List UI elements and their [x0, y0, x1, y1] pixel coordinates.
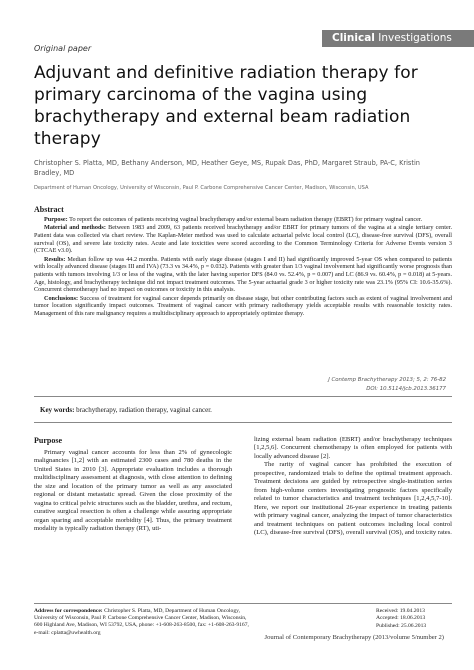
article-type-label: Original paper	[34, 44, 92, 53]
body-paragraph: Primary vaginal cancer accounts for less than 2% of gynecologic malignancies [1,2] with an estimated 2300 cases and 780 deaths in the United States in 2010 [3]. Appropriate evaluation includes a thorough multidisciplinary assessment at diagnosis, with close attention to defining the size and location of the primary tumor as well as any associated regional or distant metastatic spread. Given the close proximity of the vagina to critical pelvic structures such as the bladder, urethra, and rectum, curative surgical resection is often a challenge while assuring appropriate organ sparing and acceptable morbidity [4]. Thus, the primary treatment modality is typically radiation therapy (RT), uti-	[34, 449, 232, 533]
abstract-methods-text: Between 1983 and 2009, 63 patients received brachytherapy and/or EBRT for primary tumors of the vagina at a single tertiary center. Patient data was collected via chart review. The Kaplan-Meier method was used to calculate actuarial pelvic local control (LC), disease-free survival (DFS), overall survival (OS), and severe late toxicity rates. Acute and late toxicities were scored according to the Common Terminology Criteria for Adverse Events version 3 (CTCAE v3.0).	[34, 224, 452, 255]
section-tag	[322, 30, 474, 47]
section-tag-bold: Clinical	[332, 32, 375, 44]
abstract-body	[34, 216, 452, 318]
abstract-methods	[34, 224, 452, 255]
abstract-results-text: Median follow up was 44.2 months. Patients with early stage disease (stages I and II) had significantly improved 5-year OS when compared to patients with locally advanced disease (stages III and IVA) (73.3 vs 34.4%, p = 0.032). Patients with greater than 1/3 vaginal involvement had significantly worse prognosis than patients with tumors involving 1/3 or less of the vagina, with the later having superior DFS (84.0 vs. 52.4%, p = 0.007) and LC (86.9 vs. 60.4%, p = 0.018) at 5-years. Age, histology, and brachytherapy technique did not impact treatment outcomes. The 5-year actuarial grade 3 or higher toxicity rate was 23.1% (95% CI: 10.6-35.6%). Concurrent chemotherapy had no impact on outcomes or toxicity in this analysis.	[34, 255, 452, 294]
date-published: Published: 25.06.2013	[376, 622, 427, 629]
abstract-purpose-text: To report the outcomes of patients receiving vaginal brachytherapy and/or external beam radiation therapy (EBRT) for primary vaginal cancer.	[67, 216, 423, 223]
citation-journal: J Contemp Brachytherapy 2013; 5, 2: 76-82	[328, 377, 446, 383]
divider-bottom	[34, 422, 452, 423]
citation	[328, 376, 446, 393]
journal-footer: Journal of Contemporary Brachytherapy (2013/volume 5/number 2)	[264, 634, 444, 641]
body-paragraph: lizing external beam radiation (EBRT) and/or brachytherapy techniques [1,2,5,6]. Concurrent chemotherapy is often employed for patients with locally advanced disease [2].	[254, 436, 452, 460]
abstract-conclusions-label: Conclusions:	[44, 294, 79, 302]
correspondence-label: Address for correspondence:	[34, 608, 103, 614]
divider-top	[34, 396, 452, 397]
body-column-left	[34, 449, 232, 534]
abstract-conclusions-text: Success of treatment for vaginal cancer depends primarily on disease stage, but other contributing factors such as extent of vaginal involvement and tumor location significantly impact outcomes. Treatment of vaginal cancer with primary radiotherapy yields acceptable results with reasonable toxicity rates. Management of this rare malignancy requires a multidisciplinary approach to appropriately optimize therapy.	[34, 294, 452, 317]
body-column-right	[254, 436, 452, 538]
keywords-label: Key words:	[40, 406, 75, 414]
body-paragraph: The rarity of vaginal cancer has prohibited the execution of prospective, randomized trials to define the optimal treatment approach. Treatment decisions are guided by retrospective single-institution series from high-volume centers investigating prognostic factors specifically related to tumor characteristics and treatment techniques [1,2,4,5,7-10]. Here, we report our institutional 26-year experience in treating patients with primary vaginal cancer, analyzing the impact of tumor characteristics and treatment techniques on patient outcomes including local control (LC), disease-free survival (DFS), overall survival (OS), and toxicity rates.	[254, 461, 452, 537]
author-list: Christopher S. Platta, MD, Bethany Anderson, MD, Heather Geye, MS, Rupak Das, PhD, Margaret Straub, PA-C, Kristin Bradley, MD	[34, 159, 420, 177]
correspondence-line: University of Wisconsin, Paul P. Carbone Comprehensive Cancer Center, Madison, Wisconsin,	[34, 615, 247, 622]
section-tag-rest: Investigations	[374, 32, 452, 44]
abstract-results-label: Results:	[44, 255, 66, 263]
abstract-results	[34, 256, 452, 295]
correspondence-address	[34, 608, 346, 637]
abstract-heading: Abstract	[34, 205, 64, 214]
date-accepted: Accepted: 18.06.2013	[376, 615, 426, 622]
article-title: Adjuvant and definitive radiation therapy for primary carcinoma of the vagina using brachytherapy and external beam radiation therapy	[34, 63, 418, 149]
abstract-methods-label: Material and methods:	[44, 224, 106, 232]
abstract-conclusions	[34, 295, 452, 318]
abstract-purpose	[34, 216, 452, 224]
citation-doi[interactable]: DOI: 10.5114/jcb.2013.36177	[366, 385, 446, 392]
correspondence-email[interactable]: e-mail: cplatta@uwhealth.org	[34, 629, 101, 636]
abstract-purpose-label: Purpose:	[44, 216, 68, 223]
divider-footer	[34, 603, 452, 604]
correspondence-line: 600 Highland Ave, Madison, WI 53792, USA, phone: +1-608-263-8500, fax: +1-608-263-9167,	[34, 622, 249, 629]
keywords-text: brachytherapy, radiation therapy, vaginal cancer.	[74, 406, 212, 414]
keywords	[40, 406, 212, 414]
affiliation: Department of Human Oncology, University of Wisconsin, Paul P. Carbone Comprehensive Cancer Center, Madison, Wisconsin, USA	[34, 185, 369, 191]
purpose-heading: Purpose	[34, 436, 62, 445]
date-received: Received: 19.04.2013	[376, 608, 425, 614]
article-dates	[376, 608, 426, 630]
correspondence-name: Christopher S. Platta, MD, Department of Human Oncology,	[102, 608, 240, 614]
